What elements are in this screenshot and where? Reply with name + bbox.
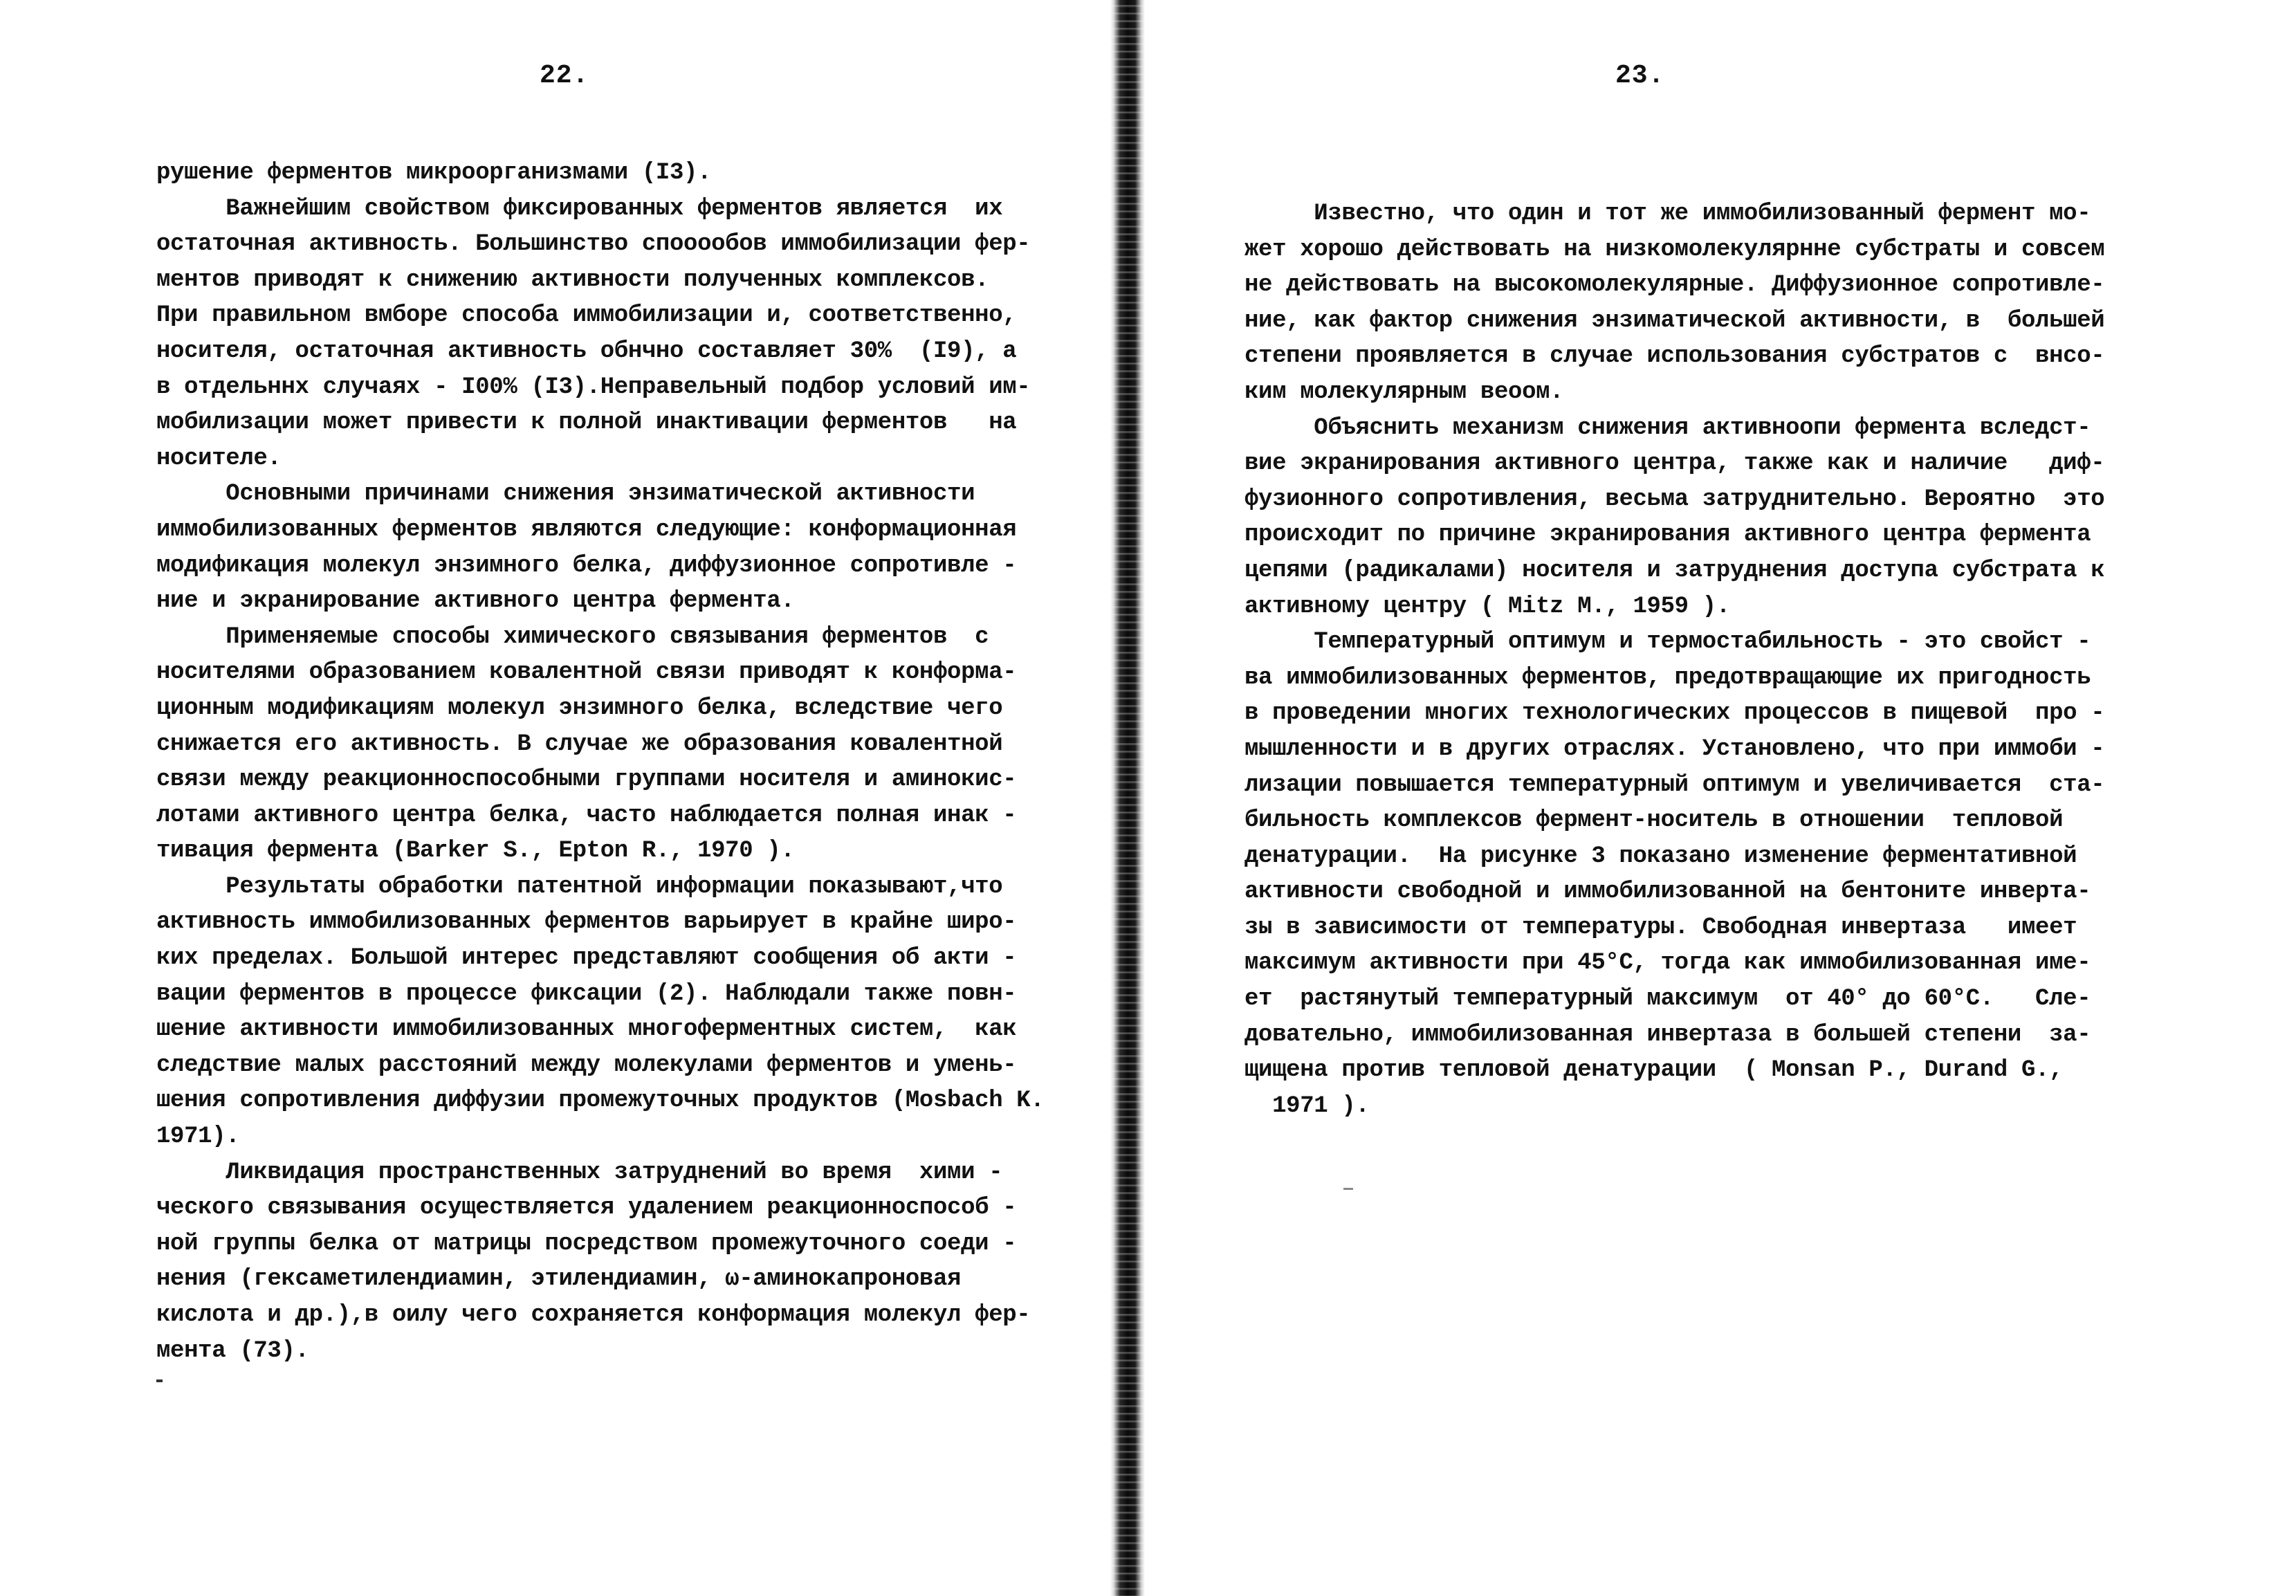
text-line: ционным модификациям молекул энзимного белка, вследствие чего [156, 695, 1003, 722]
text-line: тивация фермента (Barker S., Epton R., 1970 ). [156, 838, 795, 865]
text-line: Важнейшим свойством фиксированных ферментов является их [156, 195, 1003, 222]
text-line: ментов приводят к снижению активности полученных комплексов. [156, 266, 989, 293]
text-line: вие экранирования активного центра, также как и наличие диф- [1245, 450, 2105, 477]
left-page [0, 0, 1110, 1596]
text-line: ких пределах. Большой интерес представляют сообщения об акти - [156, 945, 1017, 972]
text-line: в проведении многих технологических процессов в пищевой про - [1245, 700, 2105, 727]
page-number: 23. [1615, 61, 1665, 91]
body-text [156, 156, 1044, 1369]
text-line: довательно, иммобилизованная инвертаза в большей степени за- [1245, 1021, 2091, 1048]
text-line: связи между реакционноспособными группами носителя и аминокис- [156, 767, 1017, 794]
text-line: степени проявляется в случае использования субстратов с внсо- [1245, 343, 2105, 370]
text-line: носителе. [156, 445, 282, 472]
text-line: остаточная активность. Большинство спооообов иммобилизации фер- [156, 231, 1031, 258]
text-line: иммобилизованных ферментов являются следующие: конформационная [156, 516, 1017, 543]
text-line: 1971). [156, 1123, 240, 1150]
text-line: ной группы белка от матрицы посредством промежуточного соеди - [156, 1230, 1017, 1257]
text-line: не действовать на высокомолекулярные. Диффузионное сопротивле- [1245, 272, 2105, 299]
text-line: Результаты обработки патентной информации показывают,что [156, 873, 1003, 900]
text-line: максимум активности при 45°С, тогда как иммобилизованная име- [1245, 950, 2091, 977]
right-page [1145, 0, 2296, 1596]
text-line: мента (73). [156, 1337, 309, 1364]
text-line: Применяемые способы химического связывания ферментов с [156, 623, 989, 650]
text-line: Ликвидация пространственных затруднений во время хими - [156, 1159, 1003, 1186]
text-line: мышленности и в других отраслях. Установлено, что при иммоби - [1245, 735, 2105, 762]
text-line: жет хорошо действовать на низкомолекулярнне субстраты и совсем [1245, 236, 2105, 263]
text-line: в отдельннх случаях - I00% (I3).Неправельный подбор условий им- [156, 374, 1031, 401]
text-line: ческого связывания осуществляется удалением реакционноспособ - [156, 1195, 1017, 1222]
text-line: ние, как фактор снижения энзиматической активности, в большей [1245, 307, 2105, 334]
text-line: вации ферментов в процессе фиксации (2). Наблюдали также повн- [156, 980, 1017, 1007]
text-line: фузионного сопротивления, весьма затруднительно. Вероятно это [1245, 486, 2105, 513]
scan-speck [1343, 1188, 1353, 1190]
text-line: кислота и др.),в оилу чего сохраняется конформация молекул фер- [156, 1302, 1031, 1328]
text-line: ва иммобилизованных ферментов, предотвращающие их пригодность [1245, 664, 2091, 691]
text-line: носителя, остаточная активность обнчно составляет 30% (I9), а [156, 338, 1017, 365]
text-line: бильность комплексов фермент-носитель в отношении тепловой [1245, 807, 2064, 834]
text-line: следствие малых расстояний между молекулами ферментов и умень- [156, 1052, 1017, 1079]
text-line: 1971 ). [1245, 1092, 1370, 1119]
text-line: Известно, что один и тот же иммобилизованный фермент мо- [1245, 201, 2091, 227]
text-line: носителями образованием ковалентной связи приводят к конформа- [156, 659, 1017, 686]
text-line: активность иммобилизованных ферментов варьирует в крайне широ- [156, 909, 1017, 936]
text-line: Основными причинами снижения энзиматической активности [156, 481, 975, 508]
text-line: ние и экранирование активного центра фермента. [156, 588, 795, 615]
text-line: При правильном вмборе способа иммобилизации и, соответственно, [156, 302, 1017, 329]
text-line: шения сопротивления диффузии промежуточных продуктов (Mosbach K. [156, 1088, 1045, 1115]
text-line: нения (гексаметилендиамин, этилендиамин, ω-аминокапроновая [156, 1266, 962, 1293]
text-line: активности свободной и иммобилизованной на бентоните инверта- [1245, 879, 2091, 906]
text-line: Объяснить механизм снижения активноопи фермента вследст- [1245, 414, 2091, 441]
text-line: денатурации. На рисунке 3 показано изменение ферментативной [1245, 843, 2077, 870]
text-line: ет растянутый температурный максимум от 40° до 60°С. Сле- [1245, 986, 2091, 1013]
text-line: снижается его активность. В случае же образования ковалентной [156, 731, 1003, 758]
page-number: 22. [540, 61, 589, 91]
text-line: шение активности иммобилизованных многоферментных систем, как [156, 1016, 1017, 1043]
text-line: мобилизации может привести к полной инактивации ферментов на [156, 410, 1017, 437]
text-line: щищена против тепловой денатурации ( Monsan P., Durand G., [1245, 1057, 2064, 1084]
text-line: лизации повышается температурный оптимум и увеличивается ста- [1245, 771, 2105, 798]
text-line: происходит по причине экранирования активного центра фермента [1245, 522, 2091, 549]
body-text [1245, 196, 2104, 1124]
text-line: активному центру ( Mitz M., 1959 ). [1245, 593, 1730, 620]
text-line: цепями (радикалами) носителя и затруднения доступа субстрата к [1245, 557, 2105, 584]
text-line: рушение ферментов микроорганизмами (I3). [156, 160, 712, 186]
scan-speck [156, 1379, 163, 1382]
text-line: Температурный оптимум и термостабильность - это свойст - [1245, 629, 2091, 656]
text-line: лотами активного центра белка, часто наблюдается полная инак - [156, 802, 1017, 829]
text-line: ким молекулярным веоом. [1245, 378, 1564, 405]
book-gutter [1110, 0, 1145, 1596]
text-line: зы в зависимости от температуры. Свободная инвертаза имеет [1245, 914, 2077, 941]
text-line: модификация молекул энзимного белка, диффузионное сопротивле - [156, 552, 1017, 579]
